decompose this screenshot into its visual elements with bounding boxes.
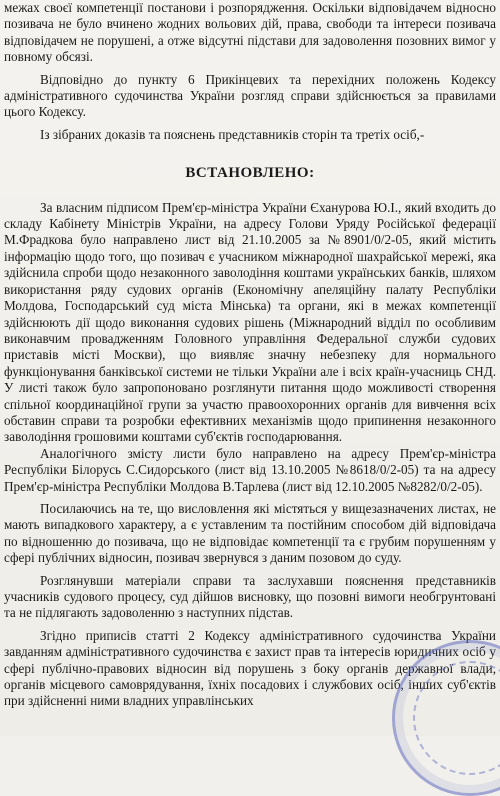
paragraph-1: межах своєї компетенції постанови і розпорядження. Оскільки відповідачем відносно позивача не було вчинено жодних вольових дій, права, свободи та інтереси позивача відповідачем не порушені, а отже відсутні підстави для задоволення позовних вимог у повному обсязі. <box>4 0 496 65</box>
section-heading: ВСТАНОВЛЕНО: <box>185 165 315 182</box>
paragraph-7: Розглянувши матеріали справи та заслухавши пояснення представників учасників судового процесу, суд дійшов висновку, що позовні вимоги необгрунтовані та не підлягають задоволенню з наступних підстав. <box>4 572 496 621</box>
paragraph-6: Посилаючись на те, що висловлення які містяться у вищезазначених листах, не мають випадкового характеру, а є уставленим та постійним способом дій відповідача по відношенню до позивача, що не відповідає компетенції та є грубим порушенням у сфері публічних відносин, позивач звернувся з даним позовом до суду. <box>4 500 496 566</box>
document-body <box>4 0 496 710</box>
paragraph-3: Із зібраних доказів та пояснень представників сторін та третіх осіб,- <box>40 126 425 142</box>
paragraph-5: Аналогічного змісту листи було направлено на адресу Прем'єр-міністра Республіки Білорусь С.Сидорського (лист від 13.10.2005 №8618/0/2-05) та на адресу Прем'єр-міністра Республіки Молдова В.Тарлева (лист від 12.10.2005 №8282/0/2-05). <box>4 445 496 494</box>
paragraph-2: Відповідно до пункту 6 Прикінцевих та перехідних положень Кодексу адміністративного судочинства України розгляд справи здійснюється за правилами цього Кодексу. <box>4 71 496 120</box>
paragraph-4: За власним підписом Прем'єр-міністра України Єханурова Ю.І., який входить до складу Кабінету Міністрів України, на адресу Голови Уряду Російської федерації М.Фрадкова було направлено лист від 21.10.2005 за №8901/0/2-05, який містить інформацію щодо того, що позивач є учасником міжнародної шахрайської мережі, яка здійснила спроби щодо незаконного заволодіння коштами українських банків, шляхом використання ряду судових органів (Економічну апеляційну палату Республіки Молдова, Господарський суд міста Мінська) та органи, які в межах компетенції здійснюють дії щодо виконання судових рішень (Міжнародний відділ по особливим виконавчим провадженням Головного управління Федеральної служби судових приставів місті Москви), що виявляє значну небезпеку для нормального функціонування банківської системи не тільки України але і всіх країн-учасниць СНД. У листі також було запропоновано розглянути питання щодо можливості створення спільної координаційної групи за участю правоохоронних органів для вивчення всіх обставин справи та розробки ефективних механізмів щодо припинення незаконного заволодіння грошовими коштами суб'єктів господарювання. <box>4 199 496 445</box>
paragraph-8: Згідно приписів статті 2 Кодексу адміністративного судочинства України завданням адміністративного судочинства є захист прав та інтересів юридичних осіб у сфері публічно-правових відносин від порушень з боку органів державної влади, органів місцевого самоврядування, їхніх посадових і службових осіб, інших суб'єктів при здійсненні ними владних управлінських <box>4 627 496 709</box>
